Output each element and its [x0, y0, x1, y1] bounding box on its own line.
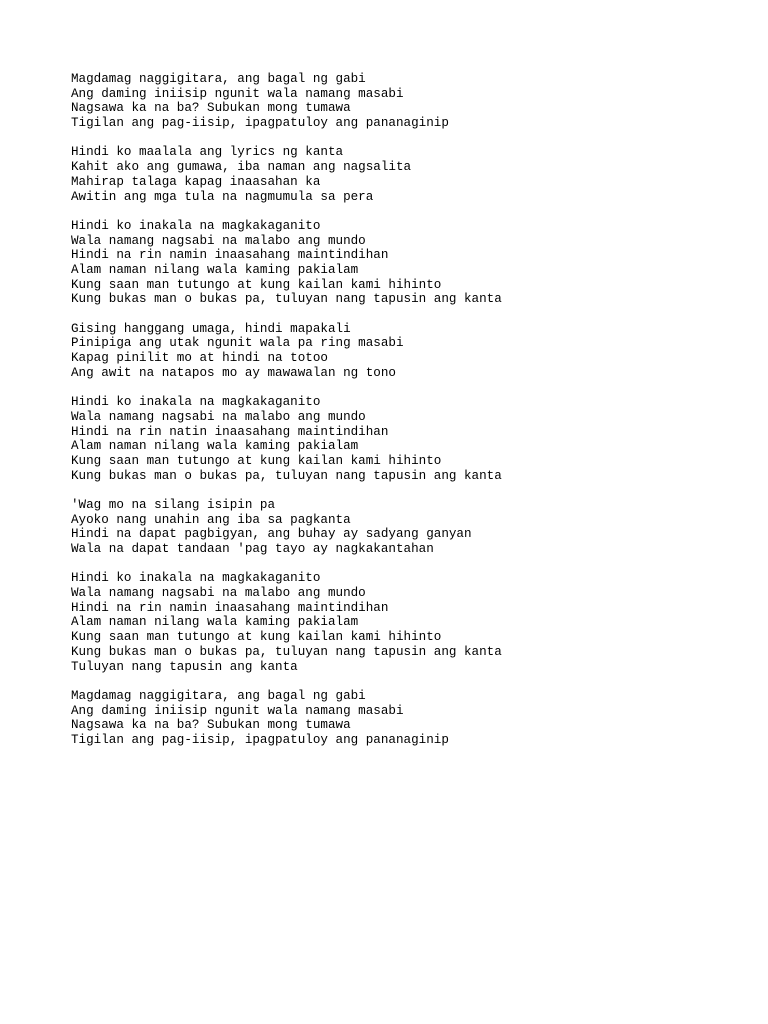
lyric-line: Kahit ako ang gumawa, iba naman ang nagsalita: [71, 160, 412, 175]
stanza: [71, 219, 502, 307]
lyric-line: Hindi ko inakala na magkakaganito: [71, 218, 321, 233]
lyric-line: Hindi ko inakala na magkakaganito: [71, 571, 321, 586]
lyric-line: Wala namang nagsabi na malabo ang mundo: [71, 586, 366, 601]
stanza: [71, 145, 502, 204]
lyric-line: Wala namang nagsabi na malabo ang mundo: [71, 233, 366, 248]
lyric-line: Kung bukas man o bukas pa, tuluyan nang tapusin ang kanta: [71, 644, 502, 659]
lyric-line: Magdamag naggigitara, ang bagal ng gabi: [71, 688, 366, 703]
lyric-line: 'Wag mo na silang isipin pa: [71, 497, 276, 512]
stanza: [71, 395, 502, 483]
lyric-line: Wala namang nagsabi na malabo ang mundo: [71, 409, 366, 424]
lyric-line: Ang awit na natapos mo ay mawawalan ng tono: [71, 365, 396, 380]
lyric-line: Awitin ang mga tula na nagmumula sa pera: [71, 189, 374, 204]
lyric-line: Kung bukas man o bukas pa, tuluyan nang tapusin ang kanta: [71, 292, 502, 307]
lyric-line: Hindi ko inakala na magkakaganito: [71, 395, 321, 410]
lyric-line: Alam naman nilang wala kaming pakialam: [71, 262, 359, 277]
lyric-line: Alam naman nilang wala kaming pakialam: [71, 615, 359, 630]
lyric-line: Hindi na dapat pagbigyan, ang buhay ay sadyang ganyan: [71, 527, 472, 542]
lyric-line: Mahirap talaga kapag inaasahan ka: [71, 174, 321, 189]
lyric-line: Tigilan ang pag-iisip, ipagpatuloy ang pananaginip: [71, 116, 449, 131]
lyric-line: Kung saan man tutungo at kung kailan kami hihinto: [71, 277, 442, 292]
lyric-line: Hindi ko maalala ang lyrics ng kanta: [71, 145, 344, 160]
lyric-line: Gising hanggang umaga, hindi mapakali: [71, 321, 351, 336]
lyric-line: Alam naman nilang wala kaming pakialam: [71, 439, 359, 454]
lyrics-body: [71, 72, 502, 762]
lyric-line: Nagsawa ka na ba? Subukan mong tumawa: [71, 718, 351, 733]
lyric-line: Wala na dapat tandaan 'pag tayo ay nagkakantahan: [71, 542, 434, 556]
stanza: [71, 72, 502, 131]
lyric-line: Hindi na rin natin inaasahang maintindihan: [71, 424, 389, 439]
lyric-line: Tigilan ang pag-iisip, ipagpatuloy ang pananaginip: [71, 732, 449, 747]
stanza: [71, 571, 502, 674]
lyric-line: Kung bukas man o bukas pa, tuluyan nang tapusin ang kanta: [71, 468, 502, 483]
stanza: [71, 498, 502, 557]
lyric-line: Nagsawa ka na ba? Subukan mong tumawa: [71, 101, 351, 116]
lyric-line: Kung saan man tutungo at kung kailan kami hihinto: [71, 630, 442, 645]
lyric-line: Hindi na rin namin inaasahang maintindihan: [71, 600, 389, 615]
stanza: [71, 689, 502, 748]
lyric-line: Ayoko nang unahin ang iba sa pagkanta: [71, 512, 351, 527]
lyric-line: Ang daming iniisip ngunit wala namang masabi: [71, 86, 404, 101]
lyric-line: Kung saan man tutungo at kung kailan kami hihinto: [71, 453, 442, 468]
lyric-line: Ang daming iniisip ngunit wala namang masabi: [71, 703, 404, 718]
lyric-line: Pinipiga ang utak ngunit wala pa ring masabi: [71, 336, 404, 351]
lyric-line: Magdamag naggigitara, ang bagal ng gabi: [71, 72, 366, 86]
lyric-line: Kapag pinilit mo at hindi na totoo: [71, 351, 328, 366]
lyric-line: Tuluyan nang tapusin ang kanta: [71, 659, 298, 674]
lyric-line: Hindi na rin namin inaasahang maintindihan: [71, 248, 389, 263]
stanza: [71, 322, 502, 381]
